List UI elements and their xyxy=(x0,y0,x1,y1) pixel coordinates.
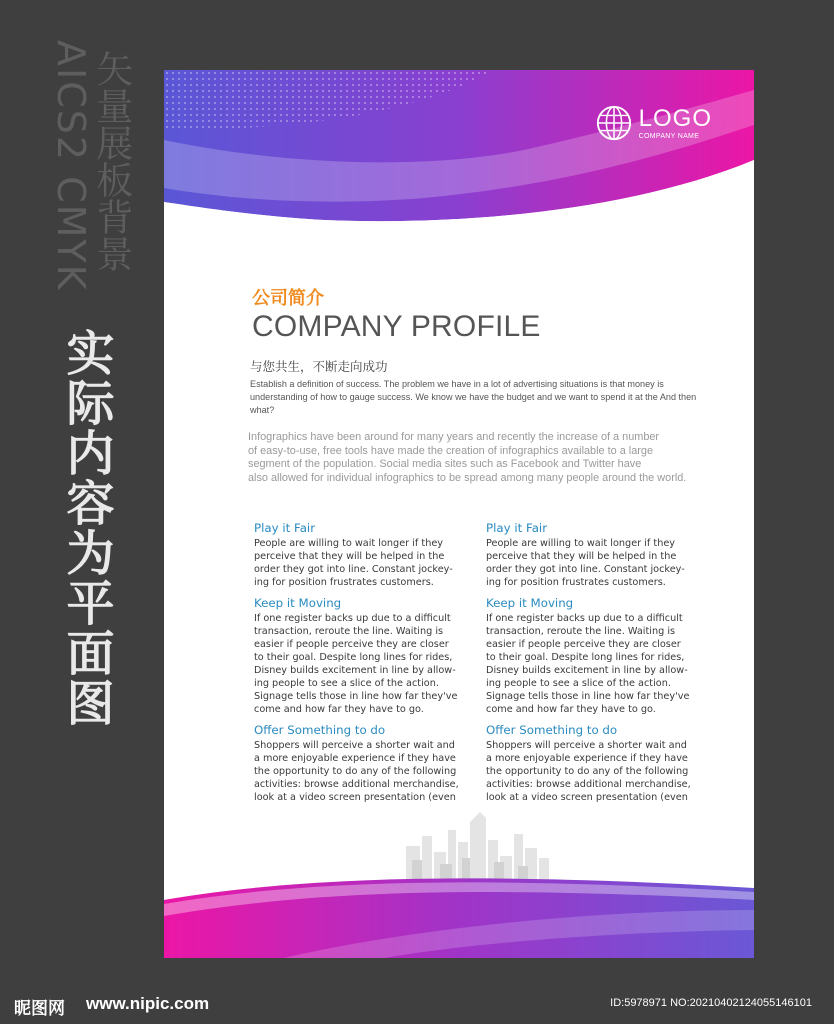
section-body: If one register backs up due to a difficult transaction, reroute the line. Waiting is easier if people perceive they are closer to their goal. Despite long lines for rides, Disney builds excitement in line by allow- ing people to see a slice of the action. Signage tells those in line how far they've come and how far they have to go. xyxy=(254,613,458,715)
section-body: People are willing to wait longer if they perceive that they will be helped in the order they got into line. Constant jockey- ing for position frustrates customers. xyxy=(254,538,453,588)
section-title: Offer Something to do xyxy=(486,723,618,737)
section-body: Shoppers will perceive a shorter wait and a more enjoyable experience if they have the opportunity to do any of the following activities: browse additional merchandise, look at a video screen presentation (even xyxy=(486,740,691,803)
section-title: Keep it Moving xyxy=(254,596,342,610)
section xyxy=(254,521,470,589)
section xyxy=(486,596,702,716)
section xyxy=(254,596,470,716)
top-wave-decoration xyxy=(164,70,754,230)
watermark-site-name: 昵图网 xyxy=(14,999,65,1019)
globe-icon xyxy=(595,104,633,142)
page-title: COMPANY PROFILE xyxy=(252,310,541,343)
poster xyxy=(164,70,754,958)
left-column xyxy=(254,521,470,811)
section-title: Play it Fair xyxy=(486,521,548,535)
watermark-id: ID:5978971 NO:20210402124055146101 xyxy=(610,997,812,1009)
intro-text: Establish a definition of success. The problem we have in a lot of advertising situations is that money is understanding of how to gauge success. We know we have the budget and we want to spend it at the And then what? xyxy=(250,379,697,415)
section-body: If one register backs up due to a difficult transaction, reroute the line. Waiting is easier if people perceive they are closer to their goal. Despite long lines for rides, Disney builds excitement in line by allow- ing people to see a slice of the action. Signage tells those in line how far they've come and how far they have to go. xyxy=(486,613,690,715)
logo xyxy=(595,104,712,142)
bottom-wave-decoration xyxy=(164,870,754,958)
section-title: Play it Fair xyxy=(254,521,316,535)
side-vertical-latin: AICS2 CMYK xyxy=(49,40,93,292)
section-title: Keep it Moving xyxy=(486,596,574,610)
cn-title: 公司简介 xyxy=(252,288,324,309)
slogan: 与您共生，不断走向成功 xyxy=(250,359,388,374)
section-body: People are willing to wait longer if they perceive that they will be helped in the order they got into line. Constant jockey- ing for position frustrates customers. xyxy=(486,538,685,588)
side-main-cn: 实际内容为平面图 xyxy=(58,328,114,728)
section-body: Shoppers will perceive a shorter wait and a more enjoyable experience if they have the opportunity to do any of the following activities: browse additional merchandise, look at a video screen presentation (even xyxy=(254,740,459,803)
logo-text: LOGO xyxy=(638,104,712,132)
company-name: COMPANY NAME xyxy=(638,132,700,140)
right-column xyxy=(486,521,702,811)
infographics-paragraph: Infographics have been around for many years and recently the increase of a number of easy-to-use, free tools have made the creation of infographics available to a large segment of the population. Social media sites such as Facebook and Twitter have also allowed for individual infographics to be spread among many people around the world. xyxy=(248,431,687,484)
watermark-url: www.nipic.com xyxy=(86,994,210,1013)
section xyxy=(254,723,470,804)
section-title: Offer Something to do xyxy=(254,723,386,737)
section xyxy=(486,723,702,804)
section xyxy=(486,521,702,589)
side-vertical-cn: 矢量展板背景 xyxy=(89,50,133,272)
